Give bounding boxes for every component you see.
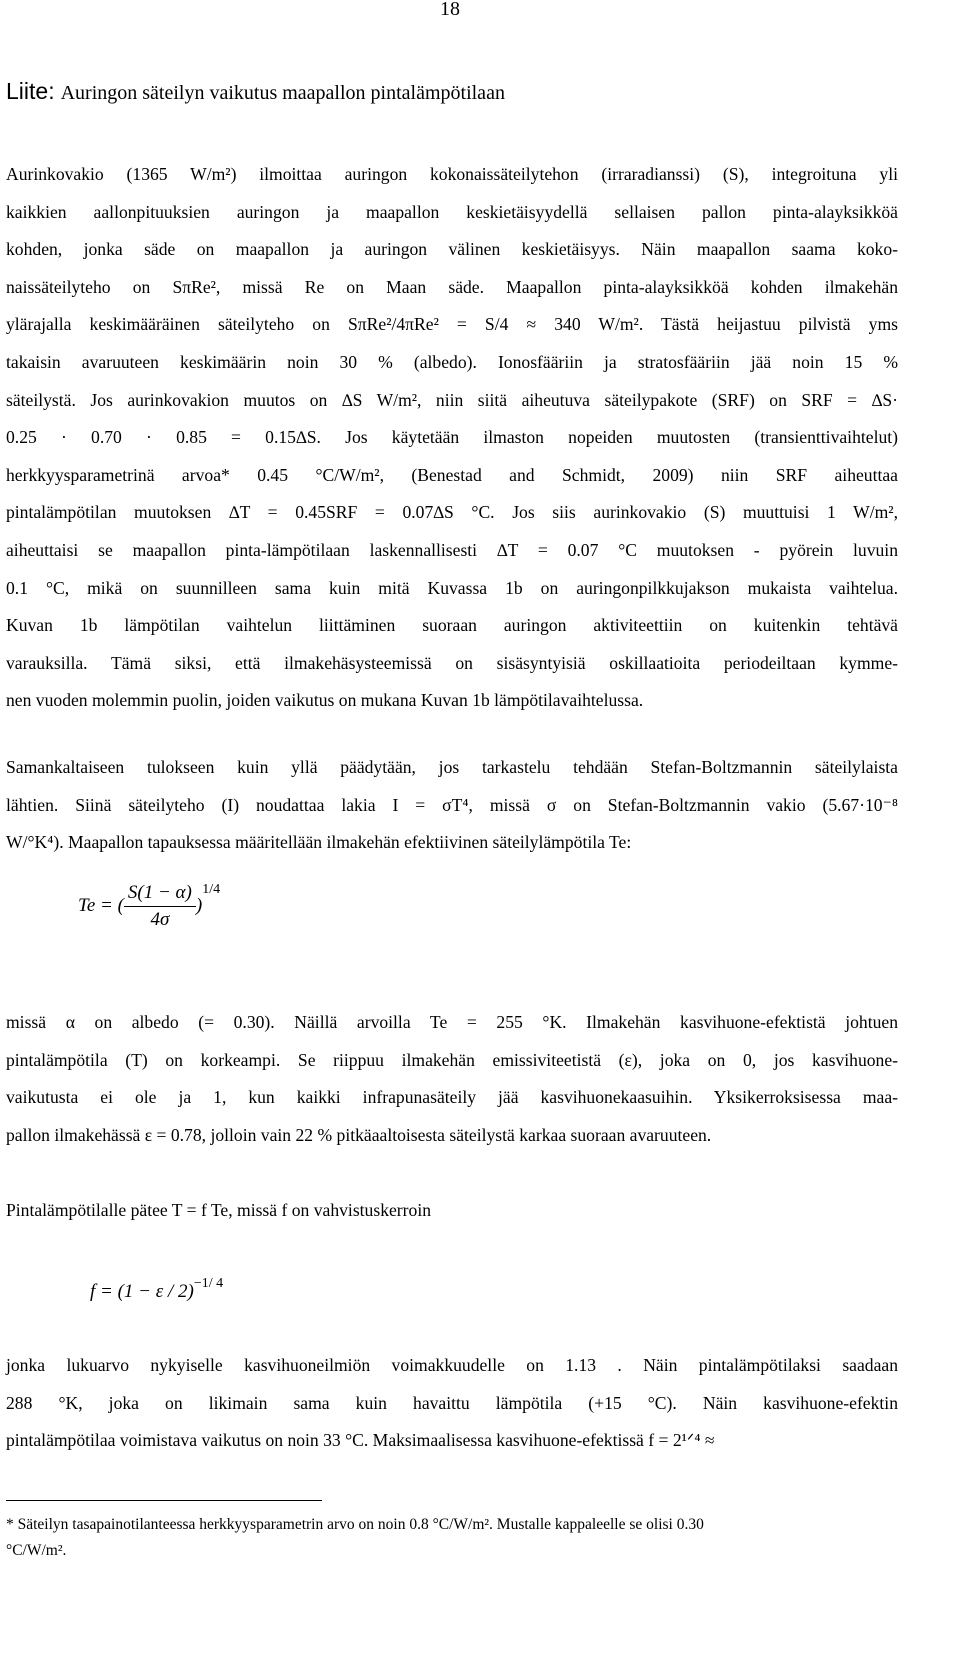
equation-exponent: 1/4 bbox=[202, 882, 221, 897]
equation-fraction bbox=[124, 882, 196, 931]
footnote bbox=[6, 1512, 898, 1564]
paragraph-stefan-boltzmann bbox=[6, 749, 898, 862]
text-line: säteilystä. Jos aurinkovakion muutos on ∆S W/m², niin siitä aiheutuva säteilypakote (SRF) on SRF = ∆S· bbox=[6, 389, 898, 410]
text-line: lähtien. Siinä säteilyteho (I) noudattaa lakia I = σT⁴, missä σ on Stefan-Boltzmannin vakio (5.67·10⁻⁸ bbox=[6, 794, 898, 815]
text-line: Kuvan 1b lämpötilan vaihtelun liittäminen suoraan auringon aktiviteettiin on kuitenkin tehtävä bbox=[6, 615, 898, 636]
appendix-title bbox=[6, 78, 505, 105]
text-line: Aurinkovakio (1365 W/m²) ilmoittaa auringon kokonaissäteilytehon (irraradianssi) (S), integroituna yli bbox=[6, 164, 898, 184]
footnote-divider bbox=[6, 1500, 322, 1501]
equation-denominator: 4σ bbox=[150, 909, 170, 931]
text-line: naissäteilyteho on SπRe², missä Re on Maan säde. Maapallon pinta-alayksikköä kohden ilmakehän bbox=[6, 276, 898, 297]
equation-amplification-factor bbox=[90, 1276, 223, 1303]
page-number: 18 bbox=[440, 0, 460, 20]
text-line: kohden, jonka säde on maapallon ja auringon välinen keskietäisyys. Näin maapallon saama koko- bbox=[6, 239, 898, 260]
text-line: takaisin avaruuteen keskimäärin noin 30 % (albedo). Ionosfääriin ja stratosfääriin jää noin 15 % bbox=[6, 351, 898, 372]
text-line: W/°K⁴). Maapallon tapauksessa määritellään ilmakehän efektiivinen säteilylämpötila Te: bbox=[6, 832, 632, 853]
text-line: herkkyysparametrinä arvoa* 0.45 °C/W/m², (Benestad and Schmidt, 2009) niin SRF aiheuttaa bbox=[6, 464, 898, 485]
text-line: 288 °K, joka on likimain sama kuin havaittu lämpötila (+15 °C). Näin kasvihuone-efektin bbox=[6, 1392, 898, 1413]
equation-body: f = (1 − ε / 2) bbox=[90, 1281, 194, 1302]
text-line: pallon ilmakehässä ε = 0.78, jolloin vain 22 % pitkäaaltoisesta säteilystä karkaa suoraan avaruuteen. bbox=[6, 1124, 712, 1145]
text-line: vaikutusta ei ole ja 1, kun kaikki infrapunasäteily jää kasvihuonekaasuihin. Yksikerroksisessa maa- bbox=[6, 1087, 898, 1108]
text-line: ylärajalla keskimääräinen säteilyteho on SπRe²/4πRe² = S/4 ≈ 340 W/m². Tästä heijastuu pilvistä yms bbox=[6, 314, 898, 335]
text-line: pintalämpötilan muutoksen ∆T = 0.45SRF = 0.07∆S °C. Jos siis aurinkovakio (S) muuttuisi 1 W/m², bbox=[6, 502, 898, 523]
footnote-line: * Säteilyn tasapainotilanteessa herkkyysparametrin arvo on noin 0.8 °C/W/m². Mustalle kappaleelle se olisi 0.30 bbox=[6, 1516, 704, 1533]
footnote-line: °C/W/m². bbox=[6, 1542, 67, 1559]
text-line: 0.25 · 0.70 · 0.85 = 0.15∆S. Jos käytetään ilmaston nopeiden muutosten (transienttivaihtelut) bbox=[6, 427, 898, 448]
equation-rhs: ) bbox=[195, 895, 203, 916]
text-line: Pintalämpötilalle pätee T = f Te, missä f on vahvistuskerroin bbox=[6, 1200, 431, 1220]
appendix-label: Liite: bbox=[6, 78, 55, 104]
appendix-subtitle: Auringon säteilyn vaikutus maapallon pintalämpötilaan bbox=[60, 82, 505, 104]
paragraph-albedo bbox=[6, 1004, 898, 1154]
equation-lhs: Te = ( bbox=[78, 895, 124, 916]
equation-effective-temperature bbox=[78, 882, 220, 931]
text-line: nen vuoden molemmin puolin, joiden vaikutus on mukana Kuvan 1b lämpötilavaihtelussa. bbox=[6, 690, 644, 711]
paragraph-greenhouse bbox=[6, 1347, 898, 1460]
text-line: jonka lukuarvo nykyiselle kasvihuoneilmiön voimakkuudelle on 1.13 . Näin pintalämpötilaksi saadaan bbox=[6, 1355, 898, 1375]
text-line: aiheuttaisi se maapallon pinta-lämpötilaan laskennallisesti ∆T = 0.07 °C muutoksen - pyörein luvuin bbox=[6, 539, 898, 560]
equation-numerator: S(1 − α) bbox=[124, 882, 196, 907]
text-line: varauksilla. Tämä siksi, että ilmakehäsysteemissä on sisäsyntyisiä oskillaatioita periodeiltaan kymme- bbox=[6, 652, 898, 673]
text-line: 0.1 °C, mikä on suunnilleen sama kuin mitä Kuvassa 1b on auringonpilkkujakson mukaista vaihtelua. bbox=[6, 577, 898, 598]
text-line: pintalämpötilaa voimistava vaikutus on noin 33 °C. Maksimaalisessa kasvihuone-efektissä f = 2¹ᐟ⁴ ≈ bbox=[6, 1430, 715, 1451]
paragraph-solar-constant bbox=[6, 156, 898, 720]
text-line: pintalämpötila (T) on korkeampi. Se riippuu ilmakehän emissiviteetistä (ε), joka on 0, jos kasvihuone- bbox=[6, 1049, 898, 1070]
paragraph-surface-temperature bbox=[6, 1192, 898, 1230]
text-line: missä α on albedo (= 0.30). Näillä arvoilla Te = 255 °K. Ilmakehän kasvihuone-efektistä johtuen bbox=[6, 1012, 898, 1032]
equation-exponent: −1/ 4 bbox=[193, 1276, 224, 1291]
text-line: Samankaltaiseen tulokseen kuin yllä päädytään, jos tarkastelu tehdään Stefan-Boltzmannin säteilylaista bbox=[6, 757, 898, 777]
text-line: kaikkien aallonpituuksien auringon ja maapallon keskietäisyydellä sellaisen pallon pinta-alayksikköä bbox=[6, 201, 898, 222]
